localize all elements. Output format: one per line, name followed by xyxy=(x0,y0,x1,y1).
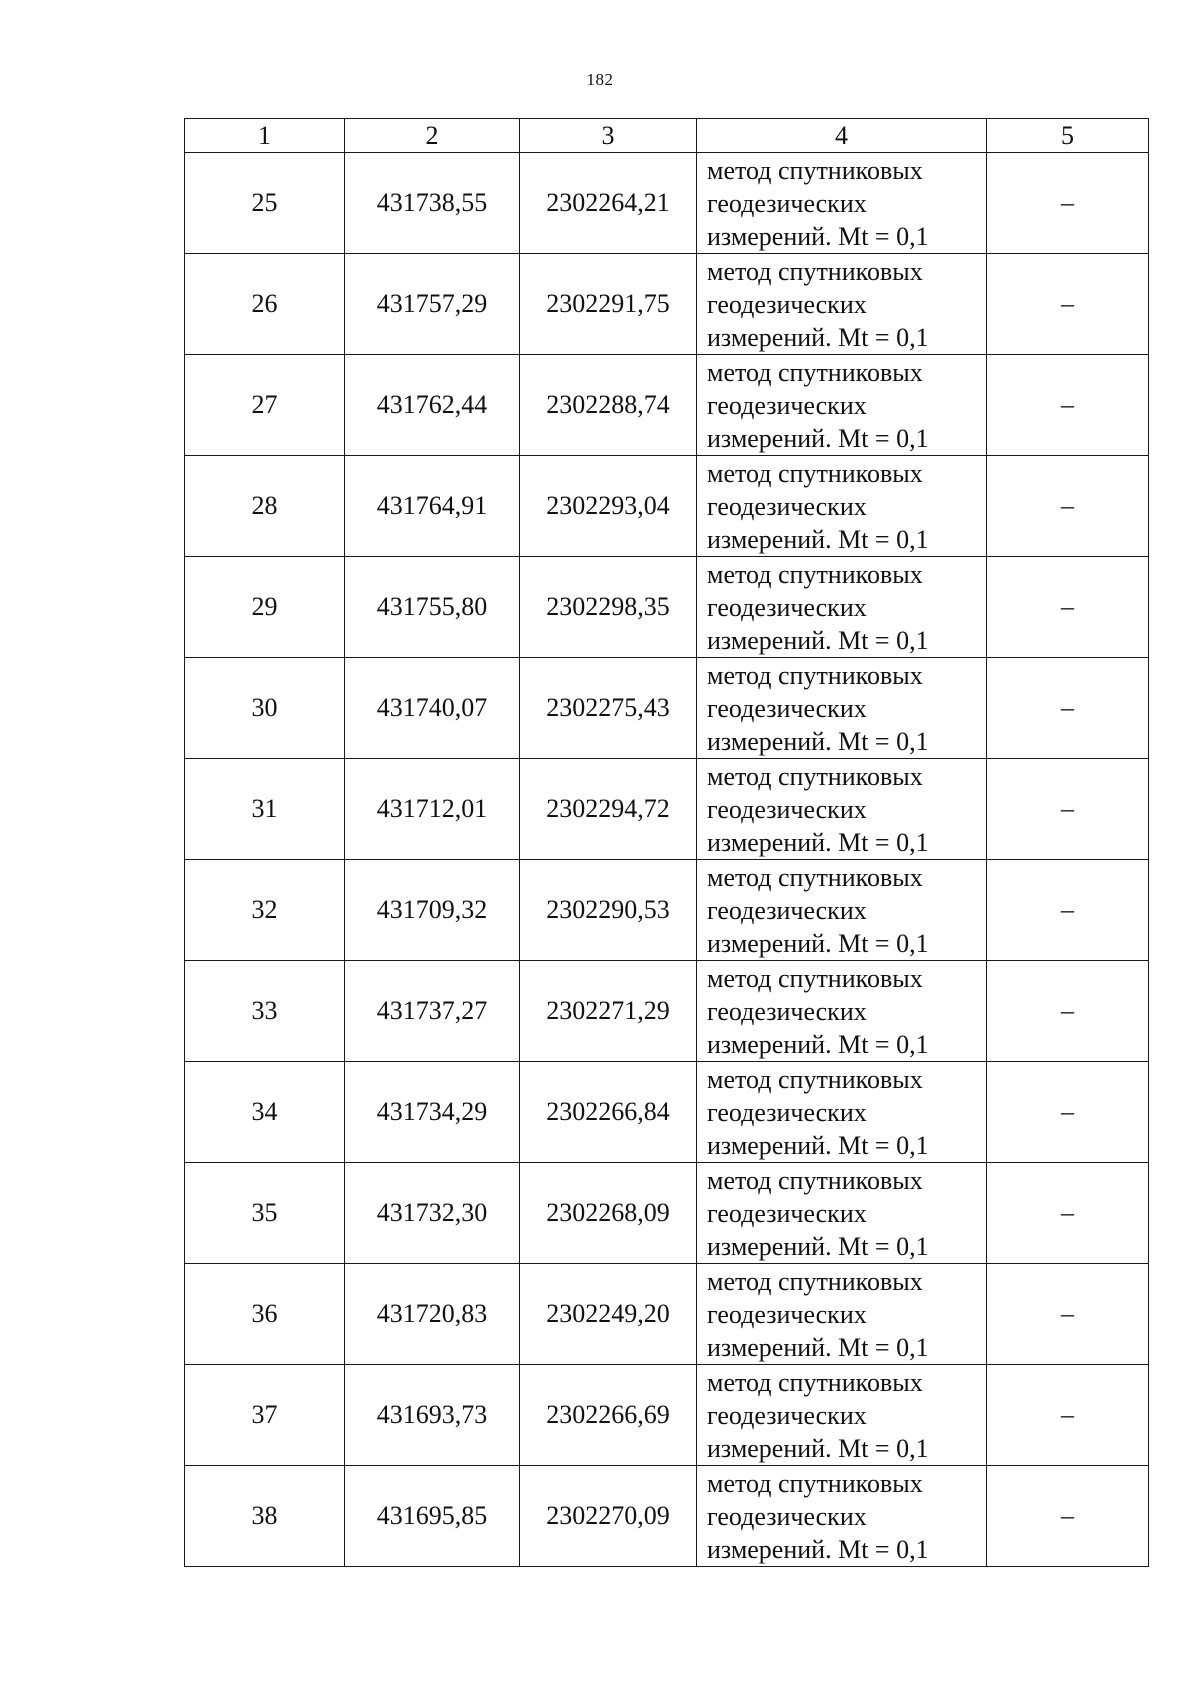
method-text-line: метод спутниковых xyxy=(707,862,923,892)
method-cell xyxy=(697,1163,987,1264)
y-coordinate-cell: 2302290,53 xyxy=(520,860,697,961)
method-text-line: измерений. Mt = 0,1 xyxy=(707,423,929,453)
x-coordinate-cell: 431695,85 xyxy=(345,1466,520,1567)
table-row xyxy=(185,961,1149,1062)
x-coordinate-cell: 431740,07 xyxy=(345,658,520,759)
method-text-line: измерений. Mt = 0,1 xyxy=(707,827,929,857)
table-row xyxy=(185,456,1149,557)
x-coordinate-cell: 431755,80 xyxy=(345,557,520,658)
note-cell: – xyxy=(987,355,1149,456)
header-col-5: 5 xyxy=(987,119,1149,153)
coordinates-table xyxy=(184,118,1149,1567)
point-number-cell: 38 xyxy=(185,1466,345,1567)
method-text-line: измерений. Mt = 0,1 xyxy=(707,1130,929,1160)
y-coordinate-cell: 2302275,43 xyxy=(520,658,697,759)
method-text-line: измерений. Mt = 0,1 xyxy=(707,524,929,554)
method-text-line: измерений. Mt = 0,1 xyxy=(707,221,929,251)
note-cell: – xyxy=(987,254,1149,355)
method-text-line: измерений. Mt = 0,1 xyxy=(707,1231,929,1261)
page-number: 182 xyxy=(586,70,614,89)
point-number-cell: 25 xyxy=(185,153,345,254)
method-text-line: метод спутниковых xyxy=(707,1266,923,1296)
method-text-line: измерений. Mt = 0,1 xyxy=(707,1332,929,1362)
header-col-4: 4 xyxy=(697,119,987,153)
y-coordinate-cell: 2302264,21 xyxy=(520,153,697,254)
y-coordinate-cell: 2302293,04 xyxy=(520,456,697,557)
point-number-cell: 31 xyxy=(185,759,345,860)
table-row xyxy=(185,1062,1149,1163)
x-coordinate-cell: 431764,91 xyxy=(345,456,520,557)
note-cell: – xyxy=(987,1264,1149,1365)
method-text-line: метод спутниковых xyxy=(707,357,923,387)
note-cell: – xyxy=(987,153,1149,254)
method-cell xyxy=(697,456,987,557)
y-coordinate-cell: 2302270,09 xyxy=(520,1466,697,1567)
point-number-cell: 28 xyxy=(185,456,345,557)
method-cell xyxy=(697,254,987,355)
method-text-line: геодезических xyxy=(707,491,867,521)
method-cell xyxy=(697,1365,987,1466)
table-row xyxy=(185,254,1149,355)
method-cell xyxy=(697,355,987,456)
header-col-1: 1 xyxy=(185,119,345,153)
y-coordinate-cell: 2302291,75 xyxy=(520,254,697,355)
point-number-cell: 36 xyxy=(185,1264,345,1365)
table-row xyxy=(185,557,1149,658)
method-text-line: метод спутниковых xyxy=(707,1064,923,1094)
method-text-line: метод спутниковых xyxy=(707,458,923,488)
y-coordinate-cell: 2302266,84 xyxy=(520,1062,697,1163)
method-text-line: метод спутниковых xyxy=(707,660,923,690)
table-row xyxy=(185,1163,1149,1264)
method-text-line: метод спутниковых xyxy=(707,1367,923,1397)
method-cell xyxy=(697,860,987,961)
table-row xyxy=(185,355,1149,456)
point-number-cell: 29 xyxy=(185,557,345,658)
x-coordinate-cell: 431712,01 xyxy=(345,759,520,860)
method-text-line: геодезических xyxy=(707,693,867,723)
method-text-line: измерений. Mt = 0,1 xyxy=(707,1433,929,1463)
note-cell: – xyxy=(987,1466,1149,1567)
table-row xyxy=(185,759,1149,860)
header-col-3: 3 xyxy=(520,119,697,153)
method-cell xyxy=(697,557,987,658)
method-text-line: геодезических xyxy=(707,895,867,925)
method-text-line: геодезических xyxy=(707,188,867,218)
x-coordinate-cell: 431738,55 xyxy=(345,153,520,254)
method-text-line: метод спутниковых xyxy=(707,559,923,589)
point-number-cell: 34 xyxy=(185,1062,345,1163)
method-text-line: геодезических xyxy=(707,794,867,824)
y-coordinate-cell: 2302298,35 xyxy=(520,557,697,658)
y-coordinate-cell: 2302288,74 xyxy=(520,355,697,456)
y-coordinate-cell: 2302268,09 xyxy=(520,1163,697,1264)
table-row xyxy=(185,860,1149,961)
y-coordinate-cell: 2302249,20 xyxy=(520,1264,697,1365)
y-coordinate-cell: 2302294,72 xyxy=(520,759,697,860)
point-number-cell: 37 xyxy=(185,1365,345,1466)
x-coordinate-cell: 431762,44 xyxy=(345,355,520,456)
x-coordinate-cell: 431709,32 xyxy=(345,860,520,961)
method-text-line: геодезических xyxy=(707,1299,867,1329)
note-cell: – xyxy=(987,557,1149,658)
method-text-line: измерений. Mt = 0,1 xyxy=(707,322,929,352)
method-cell xyxy=(697,759,987,860)
x-coordinate-cell: 431693,73 xyxy=(345,1365,520,1466)
note-cell: – xyxy=(987,860,1149,961)
method-text-line: геодезических xyxy=(707,1501,867,1531)
method-text-line: геодезических xyxy=(707,1097,867,1127)
note-cell: – xyxy=(987,759,1149,860)
table-row xyxy=(185,153,1149,254)
method-text-line: метод спутниковых xyxy=(707,963,923,993)
x-coordinate-cell: 431737,27 xyxy=(345,961,520,1062)
note-cell: – xyxy=(987,658,1149,759)
method-text-line: метод спутниковых xyxy=(707,1468,923,1498)
header-col-2: 2 xyxy=(345,119,520,153)
note-cell: – xyxy=(987,1163,1149,1264)
method-text-line: метод спутниковых xyxy=(707,155,923,185)
y-coordinate-cell: 2302271,29 xyxy=(520,961,697,1062)
method-text-line: измерений. Mt = 0,1 xyxy=(707,726,929,756)
method-text-line: измерений. Mt = 0,1 xyxy=(707,1534,929,1564)
method-cell xyxy=(697,961,987,1062)
table-header-row xyxy=(185,119,1149,153)
method-text-line: геодезических xyxy=(707,1198,867,1228)
note-cell: – xyxy=(987,456,1149,557)
method-text-line: геодезических xyxy=(707,996,867,1026)
method-text-line: измерений. Mt = 0,1 xyxy=(707,928,929,958)
table-row xyxy=(185,1466,1149,1567)
point-number-cell: 27 xyxy=(185,355,345,456)
method-text-line: геодезических xyxy=(707,390,867,420)
note-cell: – xyxy=(987,1062,1149,1163)
method-text-line: геодезических xyxy=(707,1400,867,1430)
y-coordinate-cell: 2302266,69 xyxy=(520,1365,697,1466)
method-text-line: геодезических xyxy=(707,289,867,319)
method-text-line: измерений. Mt = 0,1 xyxy=(707,1029,929,1059)
method-cell xyxy=(697,153,987,254)
x-coordinate-cell: 431732,30 xyxy=(345,1163,520,1264)
point-number-cell: 30 xyxy=(185,658,345,759)
method-text-line: метод спутниковых xyxy=(707,761,923,791)
note-cell: – xyxy=(987,1365,1149,1466)
method-cell xyxy=(697,1466,987,1567)
method-text-line: геодезических xyxy=(707,592,867,622)
table-row xyxy=(185,1365,1149,1466)
method-text-line: метод спутниковых xyxy=(707,256,923,286)
point-number-cell: 33 xyxy=(185,961,345,1062)
table-body xyxy=(185,153,1149,1567)
point-number-cell: 26 xyxy=(185,254,345,355)
x-coordinate-cell: 431757,29 xyxy=(345,254,520,355)
x-coordinate-cell: 431734,29 xyxy=(345,1062,520,1163)
method-cell xyxy=(697,1062,987,1163)
method-cell xyxy=(697,1264,987,1365)
method-text-line: измерений. Mt = 0,1 xyxy=(707,625,929,655)
method-text-line: метод спутниковых xyxy=(707,1165,923,1195)
table-row xyxy=(185,1264,1149,1365)
method-cell xyxy=(697,658,987,759)
x-coordinate-cell: 431720,83 xyxy=(345,1264,520,1365)
point-number-cell: 32 xyxy=(185,860,345,961)
note-cell: – xyxy=(987,961,1149,1062)
point-number-cell: 35 xyxy=(185,1163,345,1264)
table-row xyxy=(185,658,1149,759)
